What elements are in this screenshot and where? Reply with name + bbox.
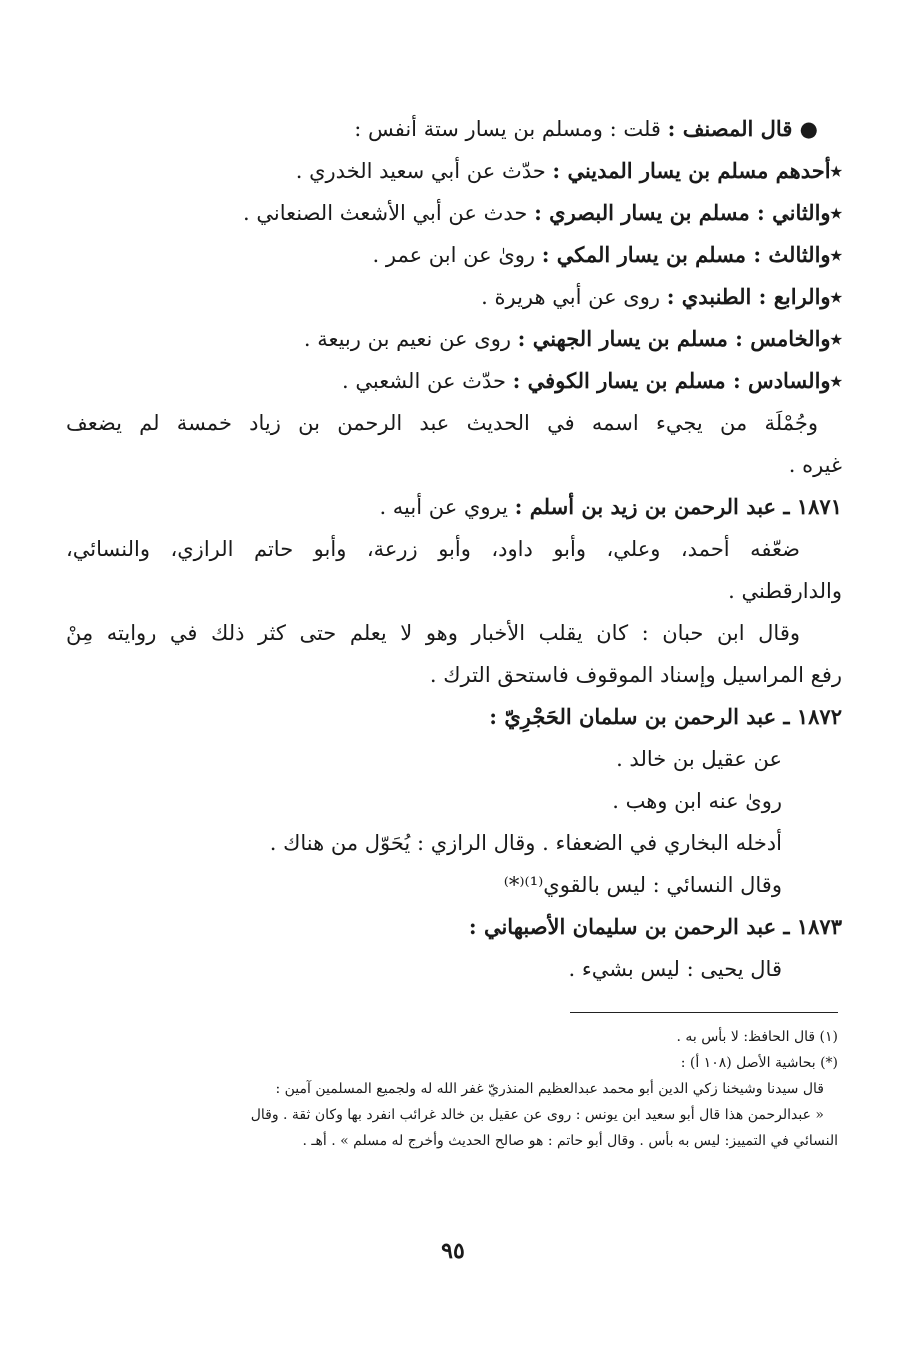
text-line: قال يحيى : ليس بشيء . <box>568 957 782 981</box>
text-line: غيره . <box>788 453 842 477</box>
text-line: ٭والثالث : مسلم بن يسار المكي : روىٰ عن ابن عمر . <box>372 242 842 267</box>
text-line: ٭والخامس : مسلم بن يسار الجهني : روى عن نعيم بن ربيعة . <box>303 326 842 351</box>
text-line: وجُمْلَة من يجيء اسمه في الحديث عبد الرحمن بن زياد خمسة لم يضعف <box>66 411 818 435</box>
page-number: ٩٥ <box>441 1238 465 1264</box>
text-line: ٭والثاني : مسلم بن يسار البصري : حدث عن أبي الأشعث الصنعاني . <box>243 200 842 225</box>
footnote-line: (١) قال الحافظ: لا بأس به . <box>676 1029 838 1045</box>
entry-heading-1873: ١٨٧٣ ـ عبد الرحمن بن سليمان الأصبهاني : <box>468 914 842 939</box>
footnote-line: (*) بحاشية الأصل (١٠٨ أ) : <box>680 1055 838 1071</box>
text-line: أدخله البخاري في الضعفاء . وقال الرازي : يُحَوّل من هناك . <box>269 831 782 855</box>
footnote-line: « عبدالرحمن هذا قال أبو سعيد ابن يونس : روى عن عقيل بن خالد غرائب انفرد بها وكان ثقة . وقال <box>250 1107 824 1123</box>
text-line: وقال النسائي : ليس بالقوي⁽¹⁾⁽*⁾ <box>503 873 782 897</box>
text-line: ٭والسادس : مسلم بن يسار الكوفي : حدّث عن الشعبي . <box>342 368 842 393</box>
text-line: والدارقطني . <box>728 579 842 603</box>
text-line: وقال ابن حبان : كان يقلب الأخبار وهو لا يعلم حتى كثر ذلك في روايته مِنْ <box>66 621 800 645</box>
entry-heading-1872: ١٨٧٢ ـ عبد الرحمن بن سلمان الحَجْرِيّ : <box>489 704 842 729</box>
entry-heading-1871: ١٨٧١ ـ عبد الرحمن بن زيد بن أسلم : يروي عن أبيه . <box>379 494 842 519</box>
footnote-separator <box>570 1012 838 1013</box>
text-line: رفع المراسيل وإسناد الموقوف فاستحق الترك . <box>429 663 842 687</box>
footnotes <box>66 1024 838 1154</box>
text-line: ٭والرابع : الطنبدي : روى عن أبي هريرة . <box>481 284 842 309</box>
text-line: ● قال المصنف : قلت : ومسلم بن يسار ستة أنفس : <box>354 116 818 141</box>
footnote-line: قال سيدنا وشيخنا زكي الدين أبو محمد عبدالعظيم المنذريّ غفر الله له ولجميع المسلمين آمين : <box>275 1081 824 1097</box>
text-line: عن عقيل بن خالد . <box>616 747 782 771</box>
main-text <box>66 108 842 990</box>
text-line: روىٰ عنه ابن وهب . <box>612 789 782 813</box>
text-line: ضعّفه أحمد، وعلي، وأبو داود، وأبو زرعة، وأبو حاتم الرازي، والنسائي، <box>66 537 800 561</box>
text-line: ٭أحدهم مسلم بن يسار المديني : حدّث عن أبي سعيد الخدري . <box>295 158 842 183</box>
footnote-line: النسائي في التمييز: ليس به بأس . وقال أبو حاتم : هو صالح الحديث وأخرج له مسلم » . أهـ . <box>302 1133 838 1149</box>
